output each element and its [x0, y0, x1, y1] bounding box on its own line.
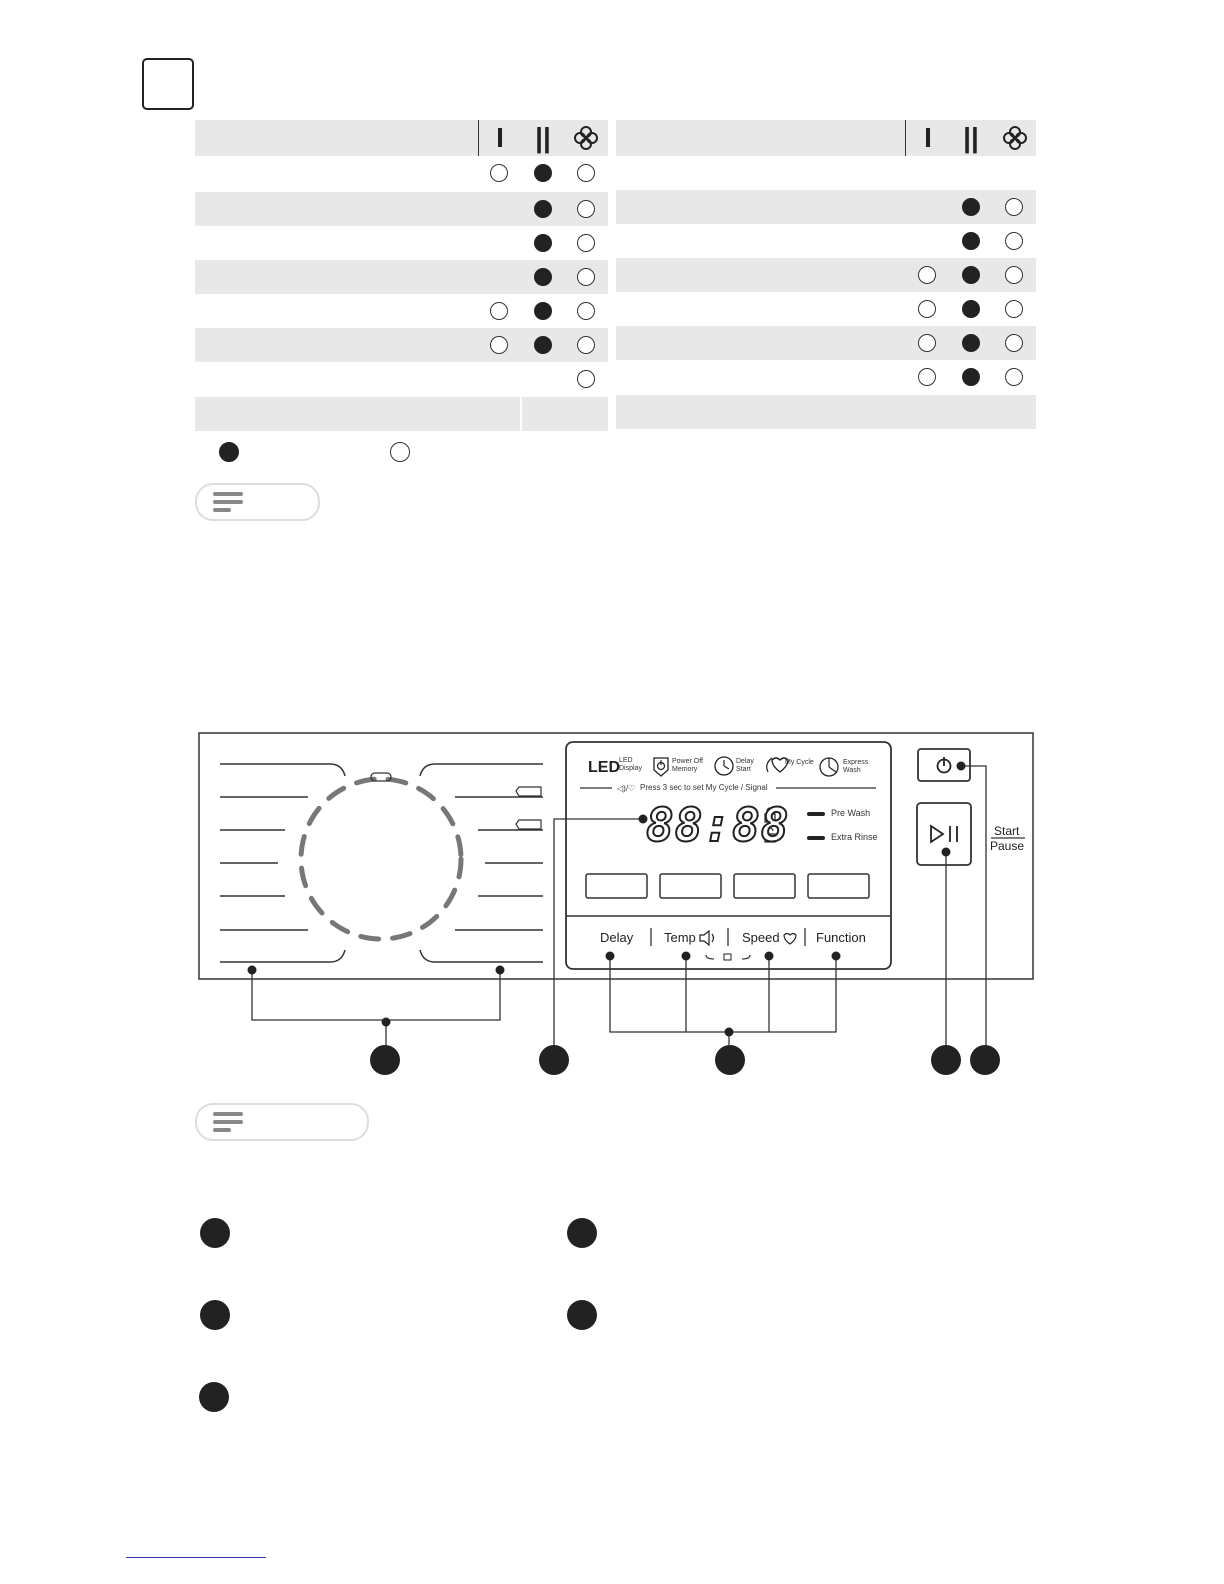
header-level-1: I [924, 122, 932, 153]
item-number-dot [567, 1218, 597, 1248]
header-level-2: || [963, 122, 979, 153]
item-number-dot [200, 1300, 230, 1330]
segment-display: 88:88 [646, 798, 790, 852]
start-pause-button[interactable] [917, 803, 971, 865]
header-level-2: || [535, 122, 551, 153]
pause-label: Pause [990, 839, 1025, 853]
my-cycle-label: My Cycle [785, 759, 814, 766]
led-icon: LED [588, 759, 620, 776]
speed-heart-icon [784, 934, 796, 945]
header-level-1: I [496, 122, 504, 153]
footnote-rule [126, 1557, 266, 1558]
sound-icon [700, 931, 709, 945]
extra-rinse-label: Extra Rinse [831, 832, 878, 842]
item-number-dot [199, 1382, 229, 1412]
item-number-dot [567, 1300, 597, 1330]
function-button[interactable]: Function [816, 930, 866, 945]
delay-start-label: Delay Start [736, 758, 754, 773]
led-display-label: LED Display [619, 757, 642, 772]
power-button[interactable] [918, 749, 970, 781]
instruction-text: Press 3 sec to set My Cycle / Signal [640, 783, 768, 792]
power-off-memory-label: Power Off Memory [672, 758, 703, 773]
delay-button[interactable]: Delay [600, 930, 634, 945]
start-label: Start [994, 824, 1020, 838]
svg-text:◁)/♡: ◁)/♡ [617, 784, 636, 793]
pre-wash-label: Pre Wash [831, 808, 871, 818]
item-number-dot [200, 1218, 230, 1248]
speed-button[interactable]: Speed [742, 930, 780, 945]
temp-button[interactable]: Temp [664, 930, 696, 945]
express-wash-label: Express Wash [843, 759, 869, 774]
